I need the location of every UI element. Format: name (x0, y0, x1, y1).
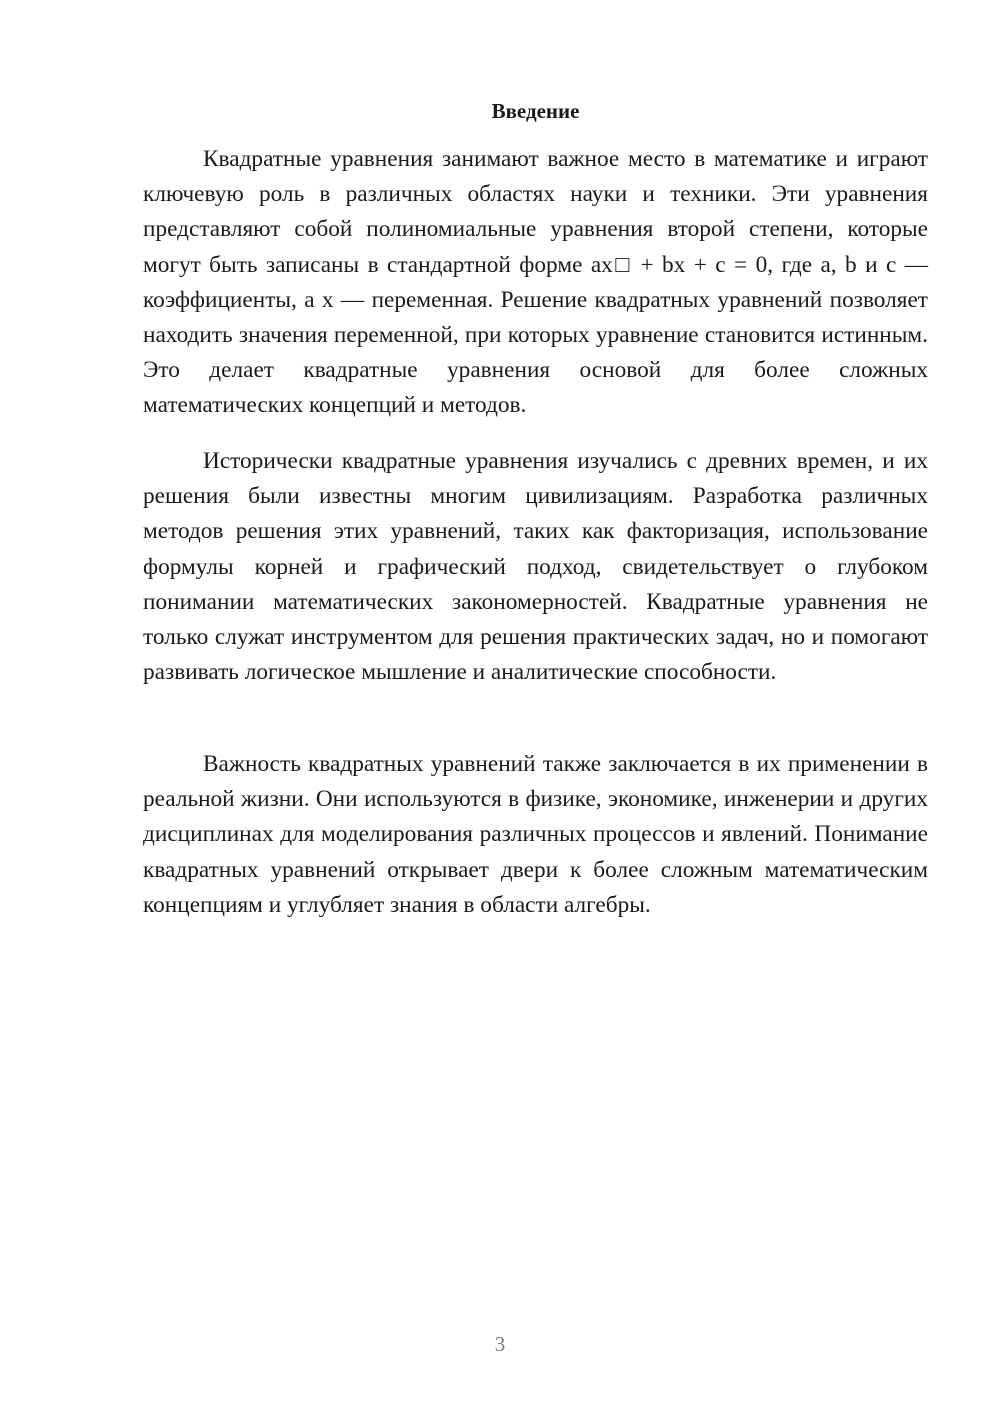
paragraph-2: Исторически квадратные уравнения изучались с древних времен, и их решения были известны многим цивилизациям. Разработка различных методов решения этих уравнений, таких как факторизация, использование формулы корней и графический подход, свидетельствует о глубоком понимании математических закономерностей. Квадратные уравнения не только служат инструментом для решения практических задач, но и помогают развивать логическое мышление и аналитические способности. (143, 448, 928, 686)
section-title: Введение (491, 99, 580, 123)
page-number: 3 (494, 1332, 506, 1356)
paragraph-1: Квадратные уравнения занимают важное место в математике и играют ключевую роль в различных областях науки и техники. Эти уравнения представляют собой полиномиальные уравнения второй степени, которые могут быть записаны в стандартной форме ax□ + bx + c = 0, где a, b и c — коэффициенты, а x — переменная. Решение квадратных уравнений позволяет находить значения переменной, при которых уравнение становится истинным. Это делает квадратные уравнения основой для более сложных математических концепций и методов. (143, 146, 928, 419)
paragraph-3: Важность квадратных уравнений также заключается в их применении в реальной жизни. Они используются в физике, экономике, инженерии и других дисциплинах для моделирования различных процессов и явлений. Понимание квадратных уравнений открывает двери к более сложным математическим концепциям и углубляет знания в области алгебры. (143, 751, 928, 918)
